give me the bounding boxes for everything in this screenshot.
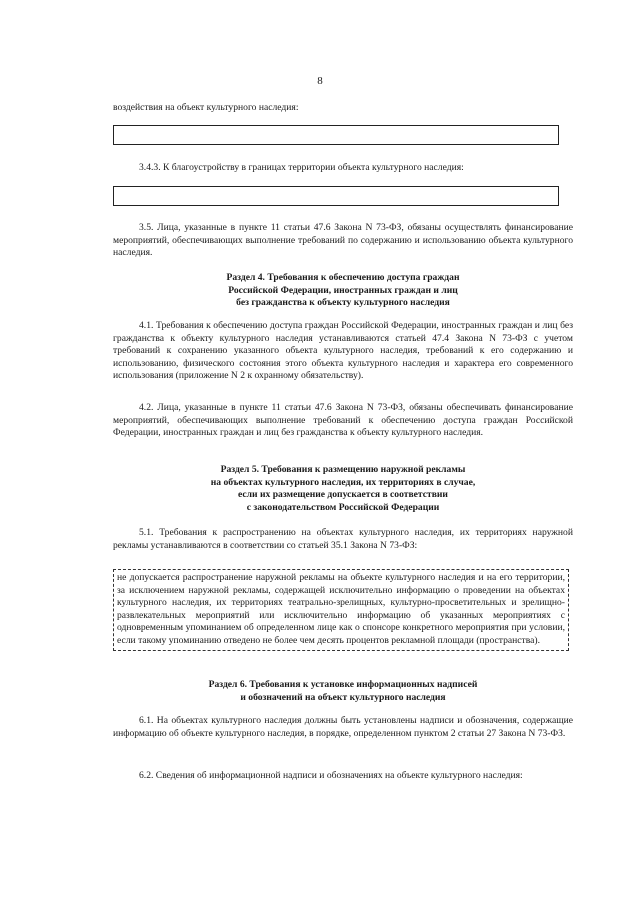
paragraph-intro-tail: воздействия на объект культурного наследия: [113,102,299,113]
section-5-heading [113,464,573,514]
paragraph-6-1: 6.1. На объектах культурного наследия должны быть установлены надписи и обозначения, содержащие информацию об объекте культурного наследия, в порядке, определенном пунктом 2 статьи 27 Закона N 73-ФЗ. [113,715,573,739]
section-6-heading-line: Раздел 6. Требования к установке информационных надписей [208,679,478,690]
empty-field-box-impact [113,125,559,145]
paragraph-3-4-3: 3.4.3. К благоустройству в границах территории объекта культурного наследия: [139,162,464,173]
advertising-restriction-text: не допускается распространение наружной рекламы на объекте культурного наследия и на его территории, за исключением наружной рекламы, содержащей исключительно информацию о проведении на объектах культурного наследия, их территориях театрально-зрелищных, культурно-просветительных и зрелищно-развлекательных мероприятий или исключительно информацию об указанных мероприятиях с одновременным упоминанием об определенном лице как о спонсоре конкретного мероприятия при условии, если такому упоминанию отведено не более чем десять процентов рекламной площади (пространства). [117,572,565,646]
section-4-heading-line: Российской Федерации, иностранных граждан и лиц [228,284,458,296]
paragraph-4-2: 4.2. Лица, указанные в пункте 11 статьи 47.6 Закона N 73-ФЗ, обязаны обеспечивать финансирование мероприятий, обеспечивающих выполнение требований к обеспечению доступа граждан Российской Федерации, иностранных граждан и лиц без гражданства к объекту культурного наследия. [113,402,573,439]
advertising-restriction-box [113,569,569,651]
section-4-heading [113,272,573,310]
section-5-heading-line: с законодательством Российской Федерации [246,501,440,513]
section-4-heading-line: без гражданства к объекту культурного наследия [236,297,450,309]
paragraph-4-1: 4.1. Требования к обеспечению доступа граждан Российской Федерации, иностранных граждан и лиц без гражданства к объекту культурного наследия устанавливаются статьей 47.4 Закона N 73-ФЗ с учетом требований к сохранению указанного объекта культурного наследия, требований к его содержанию и использованию, физического состояния этого объекта культурного наследия и характера его современного использования (приложение N 2 к охранному обязательству). [113,320,573,382]
section-5-heading-line: если их размещение допускается в соответствии [238,489,448,501]
section-5-heading-line: Раздел 5. Требования к размещению наружной рекламы [220,464,466,475]
section-6-heading [113,679,573,704]
paragraph-3-5: 3.5. Лица, указанные в пункте 11 статьи 47.6 Закона N 73-ФЗ, обязаны осуществлять финансирование мероприятий, обеспечивающих выполнение требований по содержанию и использованию объекта культурного наследия. [113,222,573,259]
paragraph-5-1: 5.1. Требования к распространению на объектах культурного наследия, их территориях наружной рекламы устанавливаются в соответствии со статьей 35.1 Закона N 73-ФЗ: [113,527,573,551]
section-4-heading-line: Раздел 4. Требования к обеспечению доступа граждан [226,272,460,283]
page-number: 8 [317,75,323,87]
empty-field-box-landscaping [113,186,559,206]
paragraph-6-2: 6.2. Сведения об информационной надписи и обозначениях на объекте культурного наследия: [139,770,523,781]
section-6-heading-line: и обозначений на объект культурного наследия [240,691,446,703]
section-5-heading-line: на объектах культурного наследия, их территориях в случае, [210,476,476,488]
